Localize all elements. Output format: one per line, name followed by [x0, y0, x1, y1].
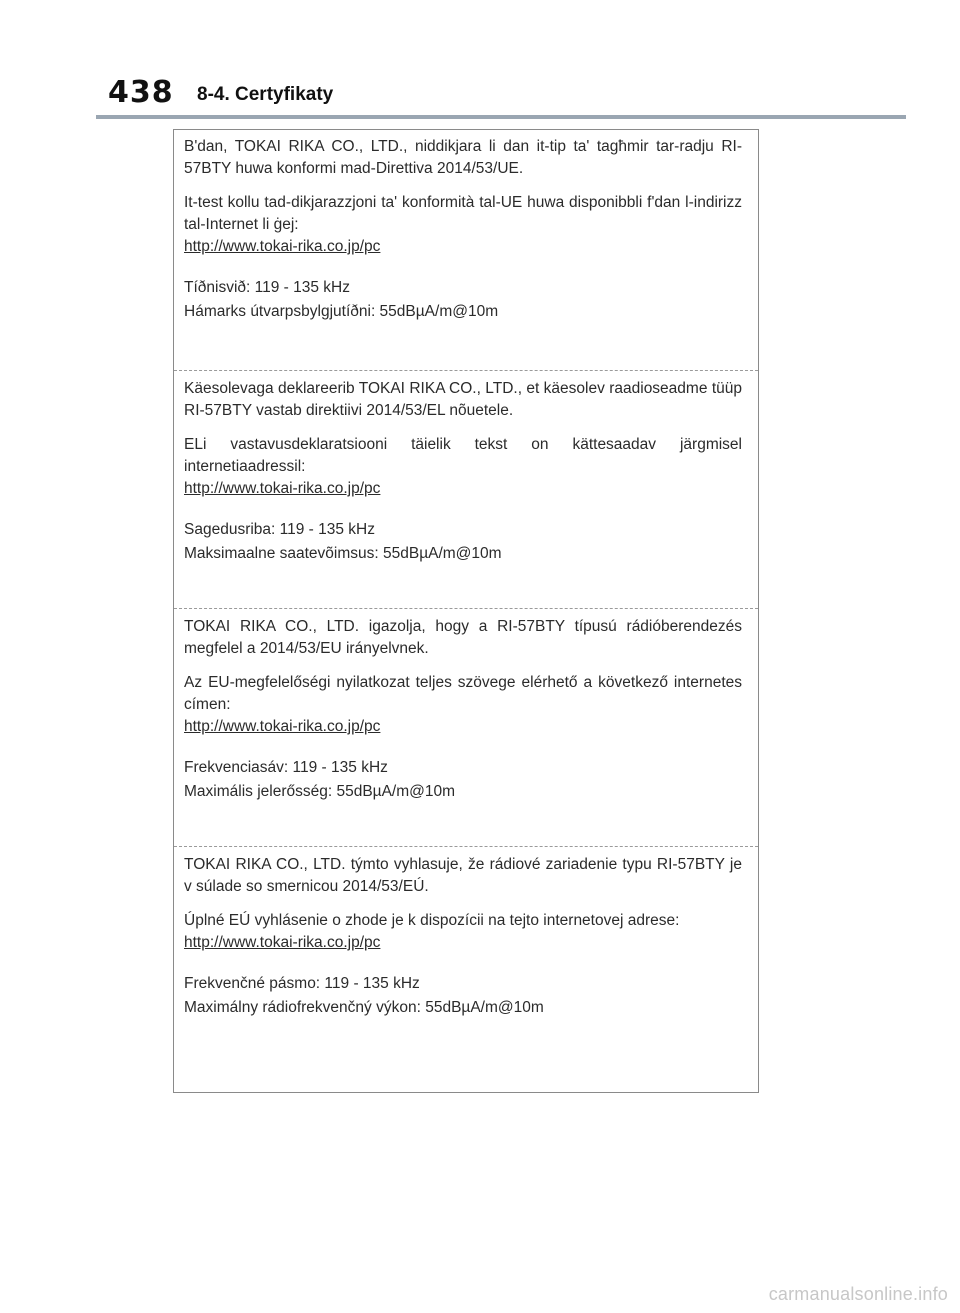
spec-list	[184, 972, 742, 1020]
section-title: 8-4. Certyfikaty	[197, 84, 334, 105]
conformity-statement: B'dan, TOKAI RIKA CO., LTD., niddikjara li dan it-tip ta' tagħmir tar-radju RI-57BTY huwa konformi mad-Direttiva 2014/53/UE.	[184, 138, 742, 177]
declaration-link[interactable]: http://www.tokai-rika.co.jp/pc	[184, 480, 381, 497]
availability-text: Úplné EÚ vyhlásenie o zhode je k dispozícii na tejto internetovej adrese:	[184, 912, 680, 929]
certificate-section-hungarian	[174, 608, 758, 804]
header-rule	[96, 115, 906, 119]
frequency-band: Tíðnisvið: 119 - 135 kHz	[184, 279, 350, 296]
certificate-section-slovak	[174, 846, 758, 1020]
page-header	[0, 70, 960, 118]
availability-text: Az EU-megfelelőségi nyilatkozat teljes szövege elérhető a következő internetes címen:	[184, 674, 742, 713]
declaration-link[interactable]: http://www.tokai-rika.co.jp/pc	[184, 238, 381, 255]
frequency-band: Sagedusriba: 119 - 135 kHz	[184, 521, 375, 538]
spec-list	[184, 756, 742, 804]
declaration-link[interactable]: http://www.tokai-rika.co.jp/pc	[184, 718, 381, 735]
conformity-statement: TOKAI RIKA CO., LTD. igazolja, hogy a RI-57BTY típusú rádióberendezés megfelel a 2014/53/EU irányelvnek.	[184, 618, 742, 657]
spec-list	[184, 518, 742, 566]
conformity-statement: Käesolevaga deklareerib TOKAI RIKA CO., LTD., et käesolev raadioseadme tüüp RI-57BTY vastab direktiivi 2014/53/EL nõuetele.	[184, 380, 742, 419]
frequency-band: Frekvenciasáv: 119 - 135 kHz	[184, 759, 388, 776]
max-power: Maximális jelerősség: 55dBµA/m@10m	[184, 783, 456, 800]
availability-text: It-test kollu tad-dikjarazzjoni ta' konformità tal-UE huwa disponibbli f'dan l-indirizz tal-Internet li ġej:	[184, 194, 742, 233]
availability-text: ELi vastavusdeklaratsiooni täielik tekst on kättesaadav järgmisel internetiaadressil:	[184, 436, 742, 475]
certificate-section-estonian	[174, 370, 758, 566]
max-power: Maximálny rádiofrekvenčný výkon: 55dBµA/m@10m	[184, 999, 544, 1016]
conformity-statement: TOKAI RIKA CO., LTD. týmto vyhlasuje, že rádiové zariadenie typu RI-57BTY je v súlade so smernicou 2014/53/EÚ.	[184, 856, 742, 895]
frequency-band: Frekvenčné pásmo: 119 - 135 kHz	[184, 975, 420, 992]
spec-list	[184, 276, 742, 324]
declaration-link[interactable]: http://www.tokai-rika.co.jp/pc	[184, 934, 381, 951]
page-number: 438	[108, 75, 174, 110]
max-power: Hámarks útvarpsbylgjutíðni: 55dBµA/m@10m	[184, 303, 499, 320]
footer-watermark: carmanualsonline.info	[768, 1284, 948, 1304]
certificate-box	[173, 129, 759, 1093]
max-power: Maksimaalne saatevõimsus: 55dBµA/m@10m	[184, 545, 502, 562]
certificate-section-maltese	[174, 136, 758, 324]
